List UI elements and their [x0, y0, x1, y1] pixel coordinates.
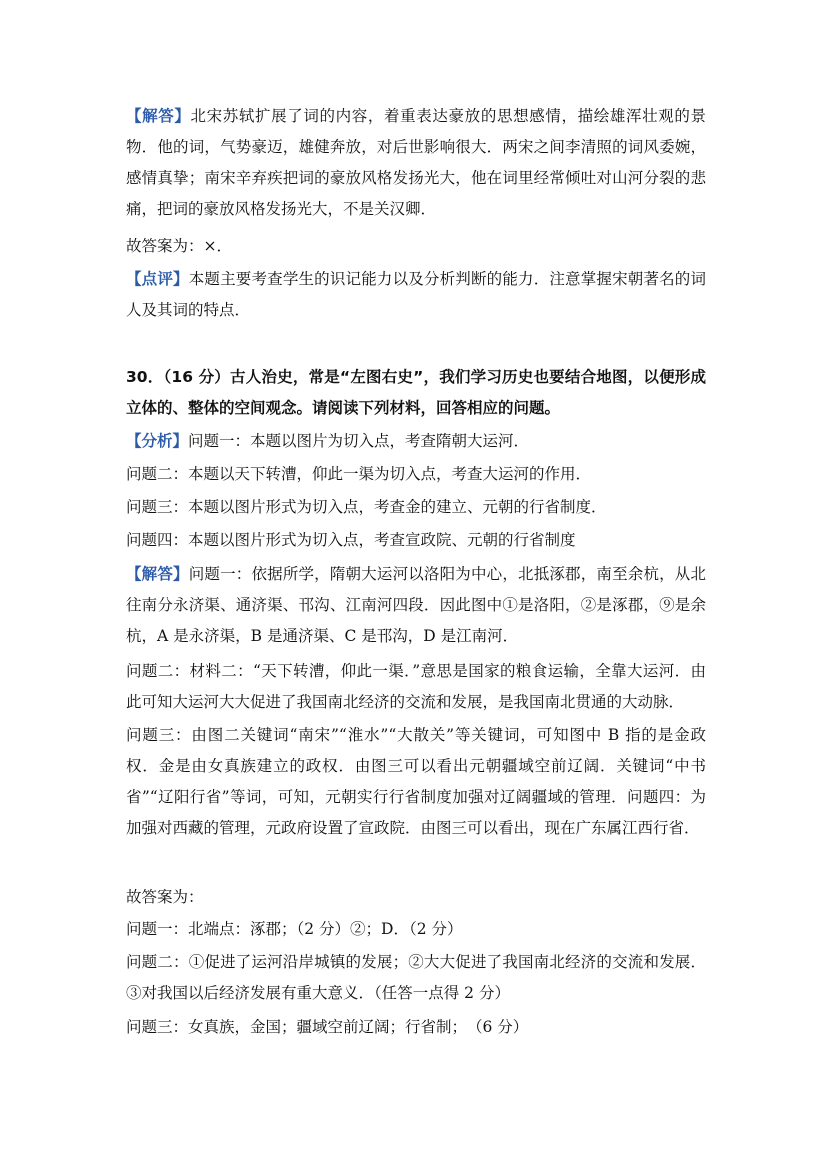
- q30-analysis-line-1: [126, 425, 706, 457]
- comment-tag: 【点评】: [126, 269, 189, 288]
- q29-final-answer: 故答案为：×．: [126, 237, 232, 255]
- q30-analysis-line-3: 问题三：本题以图片形式为切入点，考查金的建立、元朝的行省制度．: [126, 498, 607, 516]
- analysis-text: 问题一：本题以图片为切入点，考查隋朝大运河．: [188, 432, 530, 450]
- q30-analysis-line-2: 问题二：本题以天下转漕，仰此一渠为切入点，考查大运河的作用．: [126, 465, 592, 483]
- answer-tag: 【解答】: [126, 106, 191, 125]
- q30-final-q1: 问题一：北端点：涿郡；（2 分）②；D．（2 分）: [126, 920, 463, 938]
- q30-answer-p2: 问题二：材料二：“天下转漕，仰此一渠．”意思是国家的粮食运输，全靠大运河．由此可知大运河大大促进了我国南北经济的交流和发展，是我国南北贯通的大动脉．: [126, 662, 706, 711]
- q30-title: 30．（16 分）古人治史，常是“左图右史”，我们学习历史也要结合地图，以便形成立体的、整体的空间观念。请阅读下列材料，回答相应的问题。: [126, 368, 706, 417]
- answer-text: 问题一：依据所学，隋朝大运河以洛阳为中心，北抵涿郡，南至余杭，从北往南分永济渠、通济渠、邗沟、江南河四段．因此图中①是洛阳，②是涿郡，⑨是余杭，A 是永济渠，B 是通济渠、C 是邗沟，D 是江南河．: [126, 565, 706, 645]
- q30-final-q3: 问题三：女真族，金国；疆域空前辽阔；行省制； （6 分）: [126, 1018, 529, 1036]
- q30-answer-p3: 问题三：由图二关键词“南宋”“淮水”“大散关”等关键词，可知图中 B 指的是金政权．金是由女真族建立的政权．由图三可以看出元朝疆域空前辽阔．关键词“中书省”“辽阳行省”等词，可知，元朝实行行省制度加强对辽阔疆域的管理．问题四：为加强对西藏的管理，元政府设置了宣政院．由图三可以看出，现在广东属江西行省．: [126, 726, 706, 837]
- answer-text: 北宋苏轼扩展了词的内容，着重表达豪放的思想感情，描绘雄浑壮观的景物．他的词，气势豪迈，雄健奔放，对后世影响很大．两宋之间李清照的词风委婉，感情真挚；南宋辛弃疾把词的豪放风格发扬光大，他在词里经常倾吐对山河分裂的悲痛，把词的豪放风格发扬光大，不是关汉卿．: [126, 107, 706, 218]
- q30-answer-p1: [126, 558, 706, 652]
- analysis-tag: 【分析】: [126, 431, 189, 450]
- q29-comment: [126, 263, 706, 326]
- q30-final-label: 故答案为：: [126, 888, 204, 906]
- q29-answer: [126, 100, 706, 225]
- comment-text: 本题主要考查学生的识记能力以及分析判断的能力．注意掌握宋朝著名的词人及其词的特点．: [126, 270, 706, 319]
- q30-final-q2: 问题二：①促进了运河沿岸城镇的发展；②大大促进了我国南北经济的交流和发展．③对我国以后经济发展有重大意义．（任答一点得 2 分）: [126, 953, 706, 1002]
- q30-analysis-line-4: 问题四：本题以图片形式为切入点，考查宣政院、元朝的行省制度: [126, 531, 576, 549]
- answer-tag: 【解答】: [126, 564, 189, 583]
